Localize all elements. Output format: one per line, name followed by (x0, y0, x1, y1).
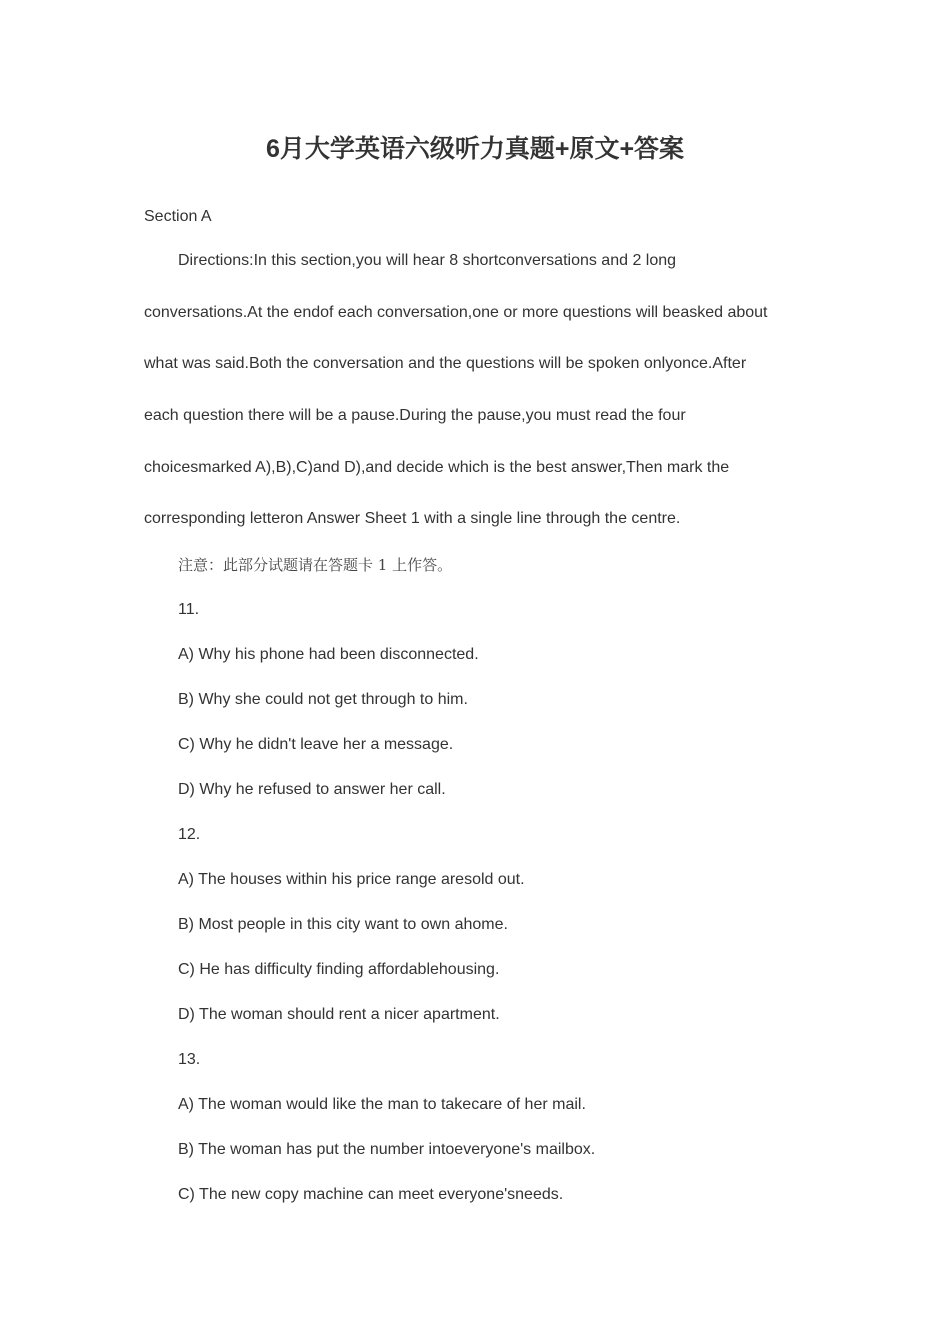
question-number: 11. (178, 601, 200, 618)
question-option: B) Why she could not get through to him. (178, 691, 468, 708)
directions-line: each question there will be a pause.During the pause,you must read the four (144, 407, 686, 425)
question-option: C) Why he didn't leave her a message. (178, 736, 454, 753)
question-option: A) The houses within his price range aresold out. (178, 871, 525, 888)
directions-line: Directions:In this section,you will hear 8 shortconversations and 2 long (178, 252, 677, 269)
answer-sheet-note: 注意：此部分试题请在答题卡 1 上作答。 (178, 556, 453, 574)
page-title: 6月大学英语六级听力真题+原文+答案 (265, 135, 685, 163)
question-option: A) Why his phone had been disconnected. (178, 646, 479, 663)
question-number: 13. (178, 1051, 201, 1068)
question-option: C) The new copy machine can meet everyone'sneeds. (178, 1186, 564, 1203)
question-option: C) He has difficulty finding affordablehousing. (178, 961, 500, 978)
question-option: A) The woman would like the man to takecare of her mail. (178, 1096, 586, 1113)
section-heading: Section A (144, 208, 212, 225)
directions-line: choicesmarked A),B),C)and D),and decide which is the best answer,Then mark the (144, 458, 730, 476)
question-list (178, 599, 595, 1229)
directions-line: conversations.At the endof each conversation,one or more questions will beasked about (144, 303, 768, 321)
question-number: 12. (178, 826, 201, 843)
question-option: D) The woman should rent a nicer apartment. (178, 1006, 500, 1023)
question-option: B) The woman has put the number intoeveryone's mailbox. (178, 1141, 596, 1158)
question-option: B) Most people in this city want to own ahome. (178, 916, 508, 933)
directions-line: what was said.Both the conversation and the questions will be spoken onlyonce.After (144, 355, 747, 373)
directions-line: corresponding letteron Answer Sheet 1 with a single line through the centre. (144, 510, 681, 528)
directions-paragraph (144, 250, 814, 560)
question-option: D) Why he refused to answer her call. (178, 781, 446, 798)
